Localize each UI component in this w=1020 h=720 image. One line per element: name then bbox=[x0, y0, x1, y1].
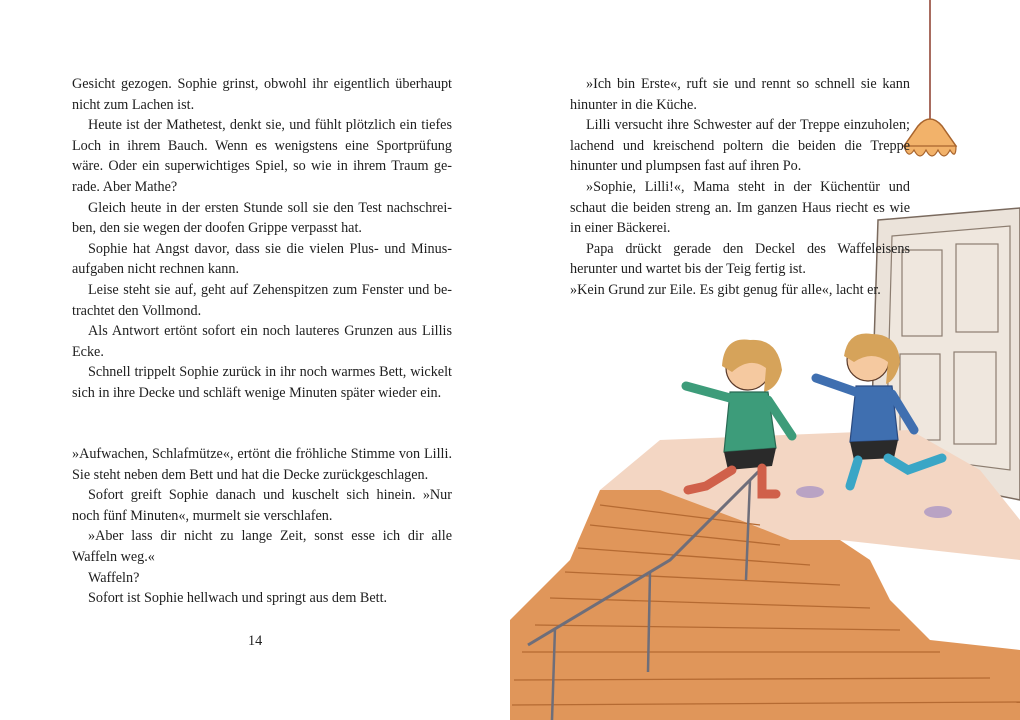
paragraph: Sofort ist Sophie hellwach und springt aus dem Bett. bbox=[88, 590, 388, 607]
paragraph: Gesicht gezogen. Sophie grinst, obwohl ihr eigentlich überhaupt nicht zum Lachen ist. bbox=[72, 76, 452, 113]
paragraph: Sofort greift Sophie danach und kuschelt sich hinein. »Nur noch fünf Minuten«, murmelt sie verschlafen. bbox=[72, 487, 452, 524]
paragraph: Gleich heute in der ersten Stunde soll sie den Test nachschreiben, den sie wegen der doofen Grippe verpasst hat. bbox=[72, 199, 452, 237]
slipper bbox=[796, 486, 824, 498]
paragraph: Als Antwort ertönt sofort ein noch lauteres Grunzen aus Lillis Ecke. bbox=[72, 323, 452, 360]
paragraph: »Sophie, Lilli!«, Mama steht in der Küchentür und schaut die beiden streng an. Im ganzen Haus riecht es wie in einer Bäckerei. bbox=[570, 178, 910, 237]
paragraph: Waffeln? bbox=[88, 569, 140, 586]
lamp-fringe bbox=[904, 146, 956, 156]
right-page bbox=[510, 0, 1020, 720]
paragraph: Lilli versucht ihre Schwester auf der Treppe einzuholen; lachend und kreischend poltern die beiden die Treppe hinunter und plumpsen fast auf ihren Po. bbox=[570, 117, 910, 175]
paragraph: Schnell trippelt Sophie zurück in ihr noch warmes Bett, wickelt sich in ihre Decke und schläft wenige Minuten später wieder ein. bbox=[72, 364, 452, 401]
paragraph: »Aber lass dir nicht zu lange Zeit, sonst esse ich dir alle Waffeln weg.« bbox=[72, 528, 452, 565]
paragraph: Papa drückt gerade den Deckel des Waffeleisens herunter und wartet bis der Teig fertig ist. bbox=[570, 240, 910, 278]
lamp-shade bbox=[904, 119, 956, 149]
paragraph: Leise steht sie auf, geht auf Zehenspitzen zum Fenster und betrachtet den Vollmond. bbox=[72, 281, 452, 319]
left-text-section-2 bbox=[72, 444, 452, 609]
paragraph: Sophie hat Angst davor, dass sie die vielen Plus- und Minusaufgaben nicht rechnen kann. bbox=[72, 240, 452, 278]
page-number: 14 bbox=[248, 633, 263, 649]
paragraph: »Ich bin Erste«, ruft sie und rennt so schnell sie kann hinunter in die Küche. bbox=[570, 76, 910, 113]
right-text-section bbox=[570, 74, 910, 301]
paragraph: »Aufwachen, Schlafmütze«, ertönt die fröhliche Stimme von Lilli. Sie steht neben dem Bett und hat die Decke zurückgeschlagen. bbox=[72, 446, 452, 483]
paragraph: Heute ist der Mathetest, denkt sie, und fühlt plötzlich ein tiefes Loch in ihrem Bauch. Wenn es wenigstens eine Sportprüfung wäre. Oder ein superwichtiges Spiel, so wie in ihrem Traum gerade. Aber Mathe? bbox=[72, 117, 452, 195]
slipper bbox=[924, 506, 952, 518]
paragraph: »Kein Grund zur Eile. Es gibt genug für alle«, lacht er. bbox=[570, 281, 881, 298]
left-text-section-1 bbox=[72, 74, 452, 404]
